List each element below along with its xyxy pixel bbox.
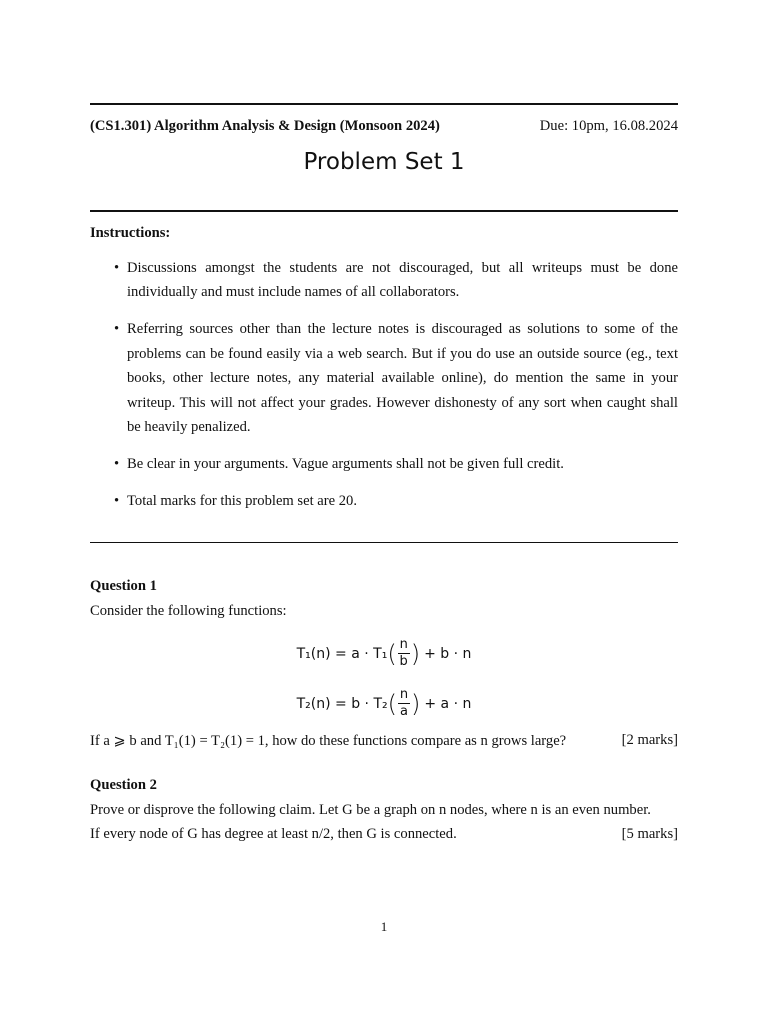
eq2-lhs: T₂(n) = b · T₂ [296,695,388,712]
instruction-item: • Discussions amongst the students are not discouraged, but all writeups must be done individually and must include names of all collaborators. [90,256,678,305]
instruction-item: • Referring sources other than the lecture notes is discouraged as solutions to some of the problems can be found easily via a web search. But if you do use an outside source (eg., text books, other lecture notes, any material available online), do mention the same in your writeup. This will not affect your grades. However dishonesty of any sort when caught shall be heavily penalized. [90,317,678,439]
equation-2: T₂(n) = b · T₂ ( $\frac{n}{a}$ ) + a · n [296,687,472,719]
instruction-item: • Total marks for this problem set are 20. [90,489,678,513]
eq1-numerator: n [399,637,408,652]
question1-marks: [2 marks] [621,732,678,748]
page-number: 1 [380,919,388,934]
course-title: (CS1.301) Algorithm Analysis & Design (Monsoon 2024) [90,118,440,134]
instructions-list [90,256,678,526]
question2-text-row [90,826,678,843]
question1-heading: Question 1 [90,578,157,594]
equation-1: T₁(n) = a · T₁ ( $\frac{n}{b}$ ) + b · n [296,637,472,669]
question2-heading: Question 2 [90,777,157,793]
due-date: Due: 10pm, 16.08.2024 [539,118,678,134]
top-rule [90,103,678,105]
question2-marks: [5 marks] [621,826,678,842]
title-rule [90,210,678,212]
eq1-fraction [398,638,410,669]
question1-intro: Consider the following functions: [90,603,287,619]
eq2-fraction [398,688,410,719]
question1-text-row [90,732,678,750]
eq1-denominator: b [399,654,408,669]
instruction-item: • Be clear in your arguments. Vague arguments shall not be given full credit. [90,452,678,476]
question1-text: If a ⩾ b and T₁(1) = T₂(1) = 1, how do these functions compare as n grows large? [90,733,567,749]
question2-line2: If every node of G has degree at least n/2, then G is connected. [90,826,457,842]
page-title: Problem Set 1 [303,149,465,175]
question2-line1: Prove or disprove the following claim. Let G be a graph on n nodes, where n is an even number. [90,802,651,818]
instructions-heading: Instructions: [90,225,171,241]
eq2-denominator: a [400,704,408,719]
section-divider [90,542,678,543]
eq2-rhs: + a · n [424,695,472,712]
eq1-lhs: T₁(n) = a · T₁ [296,645,388,662]
eq1-rhs: + b · n [424,645,472,662]
eq2-numerator: n [399,687,409,702]
